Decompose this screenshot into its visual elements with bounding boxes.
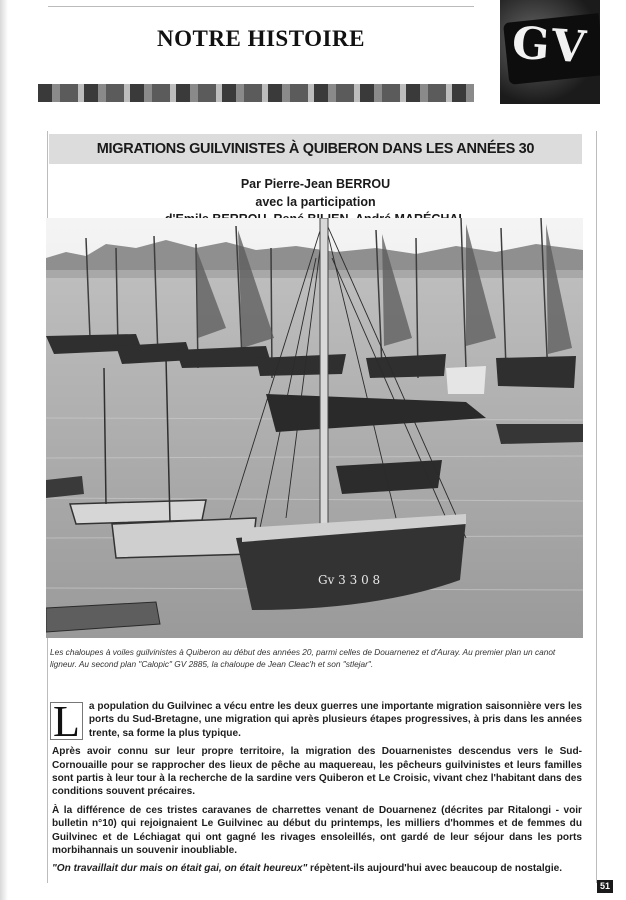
byline-author: Par Pierre-Jean BERROU [240,177,391,191]
page-gutter-shadow [0,0,8,900]
photo-caption: Les chaloupes à voiles guilvinistes à Quiberon au début des années 20, parmi celles de Douarnenez et d'Auray. Au premier plan un canot ligneur. Au second plan "Calopic" GV 2885, la chaloupe de Jean Cleac'h et son "stlejar". [50,647,556,669]
section-title: NOTRE HISTOIRE [157,26,365,51]
paragraph-2: Après avoir connu sur leur propre territoire, la migration des Douarnenistes descendus vers le Sud-Cornouaille pour se rapprocher des lieux de pêche au maquereau, les pêcheurs guilvinistes et leurs familles sont partis à leur tour à la recherche de la sardine vers Quiberon et Le Croisic, vivant chez l'habitant dans des conditions souvent précaires. [52,746,582,798]
paragraph-1-text: a population du Guilvinec a vécu entre les deux guerres une importante migration saisonnière vers les ports du Sud-Bretagne, une migration qui après plusieurs étapes progressives, à pris dans les années trente, sa forme la plus typique. [88,701,582,739]
byline-participation: avec la participation [255,195,376,209]
paragraph-4-text: répètent-ils aujourd'hui avec beaucoup de nostalgie. [307,863,563,875]
paragraph-1 [52,697,582,746]
harbor-boats-photo [46,218,583,638]
badge-letters: GV [510,17,590,74]
hull-registration: Gv 3 3 0 8 [318,573,381,587]
article-body [52,697,582,881]
header-rule [48,6,474,7]
paragraph-4 [52,862,582,875]
page-number: 51 [597,880,613,893]
header-photo-strip [38,84,474,102]
paragraph-3: À la différence de ces tristes caravanes de charrettes venant de Douarnenez (décrites par Ritalongi - voir bulletin n°10) qui rejoignaient Le Guilvinec au début du printemps, les milliers d'hommes et de femmes du Guilvinec et de Léchiagat qui ont gagné les rivages ensoleillés, ont gardé de leur séjour dans les ports morbihannais un souvenir inoubliable. [52,804,582,857]
quote: "On travaillait dur mais on était gai, on était heureux" [52,863,308,875]
gv-badge-photo [500,0,600,104]
article-title: MIGRATIONS GUILVINISTES À QUIBERON DANS LES ANNÉES 30 [49,134,582,164]
drop-cap: L [50,702,83,740]
